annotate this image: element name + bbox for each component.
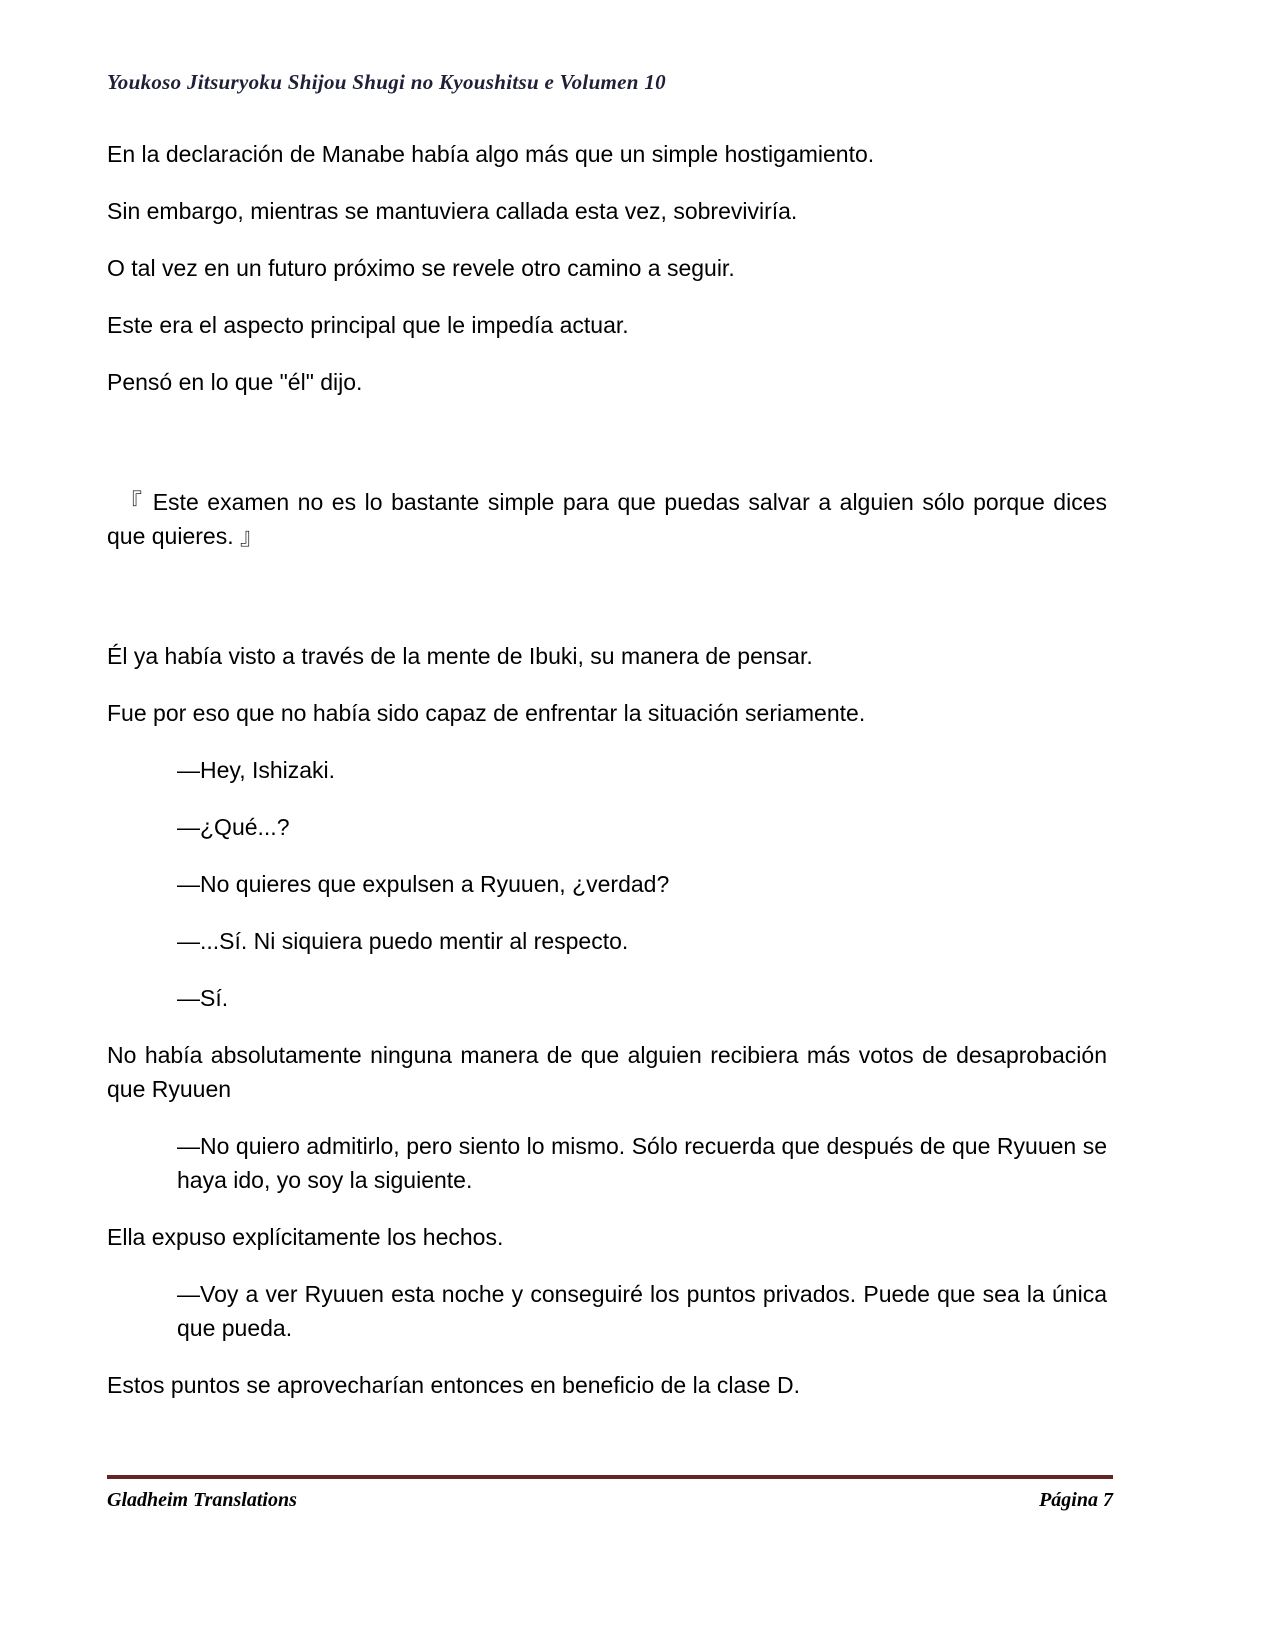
header-title: Youkoso Jitsuryoku Shijou Shugi no Kyoushitsu e Volumen 10 (107, 70, 666, 94)
dialogue-line: —¿Qué...? (177, 814, 290, 840)
page-footer (107, 1475, 1113, 1512)
body-paragraph: Sin embargo, mientras se mantuviera callada esta vez, sobreviviría. (107, 198, 798, 224)
document-body (0, 95, 1275, 1402)
body-paragraph: Estos puntos se aprovecharían entonces en beneficio de la clase D. (107, 1372, 800, 1398)
body-paragraph: Ella expuso explícitamente los hechos. (107, 1224, 504, 1250)
body-paragraph: O tal vez en un futuro próximo se revele otro camino a seguir. (107, 255, 735, 281)
dialogue-line: —Voy a ver Ryuuen esta noche y conseguiré los puntos privados. Puede que sea la única que pueda. (177, 1281, 1107, 1341)
body-paragraph: Él ya había visto a través de la mente de Ibuki, su manera de pensar. (107, 643, 813, 669)
dialogue-line: —No quiero admitirlo, pero siento lo mismo. Sólo recuerda que después de que Ryuuen se haya ido, yo soy la siguiente. (177, 1133, 1107, 1193)
page-header (0, 0, 1275, 95)
quoted-line: 『 Este examen no es lo bastante simple para que puedas salvar a alguien sólo porque dices que quieres. 』 (107, 489, 1107, 549)
body-paragraph: Este era el aspecto principal que le impedía actuar. (107, 312, 629, 338)
dialogue-line: —No quieres que expulsen a Ryuuen, ¿verdad? (177, 871, 670, 897)
body-paragraph: Pensó en lo que "él" dijo. (107, 369, 363, 395)
dialogue-line: —Hey, Ishizaki. (177, 757, 336, 783)
dialogue-line: —Sí. (177, 985, 229, 1011)
footer-page-number: Página 7 (1039, 1489, 1113, 1511)
footer-divider (107, 1475, 1113, 1479)
footer-translator-credit: Gladheim Translations (107, 1489, 297, 1511)
body-paragraph: En la declaración de Manabe había algo más que un simple hostigamiento. (107, 141, 875, 167)
dialogue-line: —...Sí. Ni siquiera puedo mentir al respecto. (177, 928, 629, 954)
body-paragraph: Fue por eso que no había sido capaz de enfrentar la situación seriamente. (107, 700, 866, 726)
body-paragraph: No había absolutamente ninguna manera de que alguien recibiera más votos de desaprobación que Ryuuen (107, 1042, 1107, 1102)
